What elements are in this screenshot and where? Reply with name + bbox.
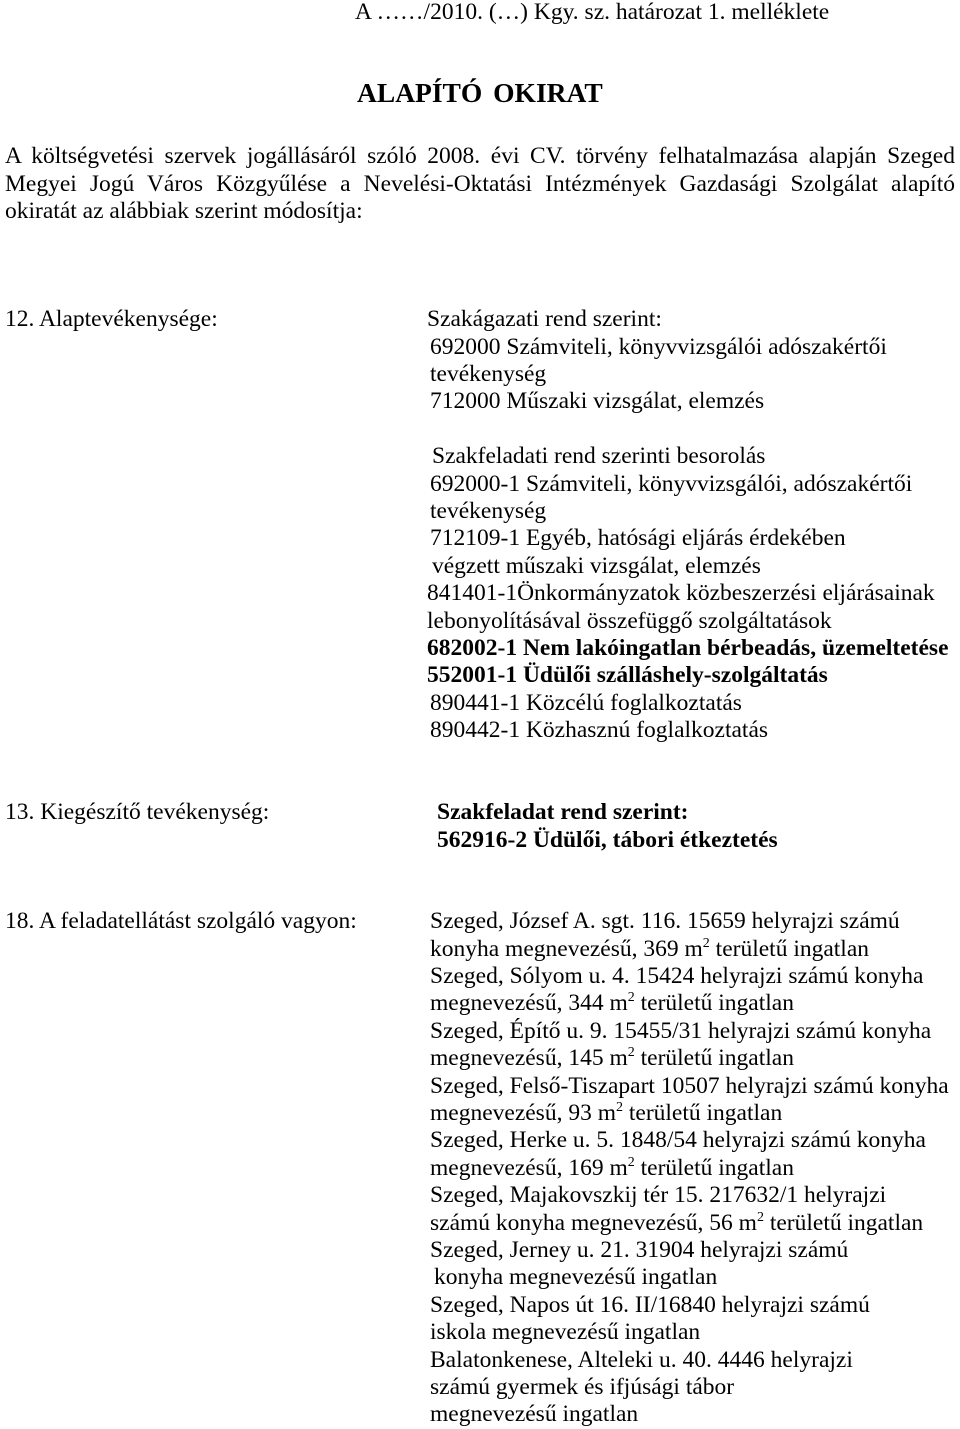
section-12-label: 12. Alaptevékenysége: [5,306,218,333]
document-title: ALAPÍTÓ OKIRAT [357,77,603,108]
property-address: Szeged, Herke u. 5. 1848/54 helyrajzi számú konyha [430,1127,926,1154]
area-unit-superscript: 2 [627,990,635,1006]
area-unit-superscript: 2 [615,1100,623,1116]
area-text: megnevezésű, 344 m [430,990,628,1017]
property-address: Szeged, Építő u. 9. 15455/31 helyrajzi számú konyha [430,1017,932,1044]
blank-line [427,416,949,443]
task-line-bold: 682002-1 Nem lakóingatlan bérbeadás, üzemeltetése [427,634,949,661]
property-area [430,1045,949,1072]
property-address: Szeged, Felső-Tiszapart 10507 helyrajzi számú konyha [430,1072,949,1099]
sector-line: 692000 Számviteli, könyvvizsgálói adószakértői [430,333,887,360]
area-text: konyha megnevezésű, 369 m [430,935,703,962]
supplementary-heading: Szakfeladat rend szerint: [437,799,689,826]
area-text: területű ingatlan [634,1045,794,1072]
task-line: 890441-1 Közcélú foglalkoztatás [430,689,742,716]
property-area [430,936,949,963]
area-text: területű ingatlan [634,1154,794,1181]
area-text: területű ingatlan [763,1209,924,1236]
task-line: 712109-1 Egyéb, hatósági eljárás érdekében [430,525,846,552]
property-address: Szeged, József A. sgt. 116. 15659 helyrajzi számú [430,908,900,935]
section-12-content [427,306,949,744]
area-text: területű ingatlan [622,1100,783,1127]
task-line: 890442-1 Közhasznú foglalkoztatás [430,717,769,744]
intro-line: Megyei Jogú Város Közgyűlése a Nevelési-Oktatási Intézmények Gazdasági Szolgálat alapító [5,170,955,197]
property-designation: konyha megnevezésű ingatlan [434,1264,718,1291]
area-text: területű ingatlan [634,990,794,1017]
resolution-reference: A ……/2010. (…) Kgy. sz. határozat 1. melléklete [355,0,830,25]
intro-paragraph [5,143,955,225]
property-address: Balatonkenese, Alteleki u. 40. 4446 helyrajzi [430,1346,853,1373]
task-line: 841401-1Önkormányzatok közbeszerzési eljárásainak [427,580,935,607]
area-unit-superscript: 2 [627,1154,635,1170]
area-text: területű ingatlan [709,935,870,962]
property-address: Szeged, Sólyom u. 4. 15424 helyrajzi számú konyha [430,963,924,990]
supplementary-line: 562916-2 Üdülői, tábori étkeztetés [437,826,778,853]
area-text: megnevezésű, 145 m [430,1045,628,1072]
section-18-label: 18. A feladatellátást szolgáló vagyon: [5,908,357,935]
area-text: megnevezésű, 169 m [430,1154,628,1181]
task-heading: Szakfeladati rend szerinti besorolás [432,443,766,470]
property-area [430,990,949,1017]
section-13-label: 13. Kiegészítő tevékenység: [5,799,270,826]
section-18-content [430,908,949,1428]
section-13-content [437,799,778,854]
task-line: tevékenység [430,498,547,525]
area-text: számú konyha megnevezésű, 56 m [430,1209,757,1236]
intro-line: A költségvetési szervek jogállásáról szóló 2008. évi CV. törvény felhatalmazása alapján Szeged [5,143,955,170]
sector-heading: Szakágazati rend szerint: [427,306,662,333]
property-area [430,1100,949,1127]
property-address: Szeged, Majakovszkij tér 15. 217632/1 helyrajzi [430,1182,887,1209]
property-designation: iskola megnevezésű ingatlan [430,1319,701,1346]
area-unit-superscript: 2 [756,1209,764,1225]
task-line: végzett műszaki vizsgálat, elemzés [432,552,761,579]
intro-line: okiratát az alábbiak szerint módosítja: [5,198,363,225]
property-area [430,1155,949,1182]
sector-line: tevékenység [430,361,547,388]
property-designation: számú gyermek és ifjúsági tábor [430,1373,735,1400]
task-line: lebonyolításával összefüggő szolgáltatások [427,607,832,634]
task-line-bold: 552001-1 Üdülői szálláshely-szolgáltatás [427,662,828,689]
property-address: Szeged, Jerney u. 21. 31904 helyrajzi számú [430,1236,849,1263]
property-area [430,1210,949,1237]
area-text: megnevezésű, 93 m [430,1100,616,1127]
area-unit-superscript: 2 [627,1045,635,1061]
property-address: Szeged, Napos út 16. II/16840 helyrajzi számú [430,1291,870,1318]
sector-line: 712000 Műszaki vizsgálat, elemzés [430,388,765,415]
property-designation: megnevezésű ingatlan [430,1401,639,1428]
area-unit-superscript: 2 [702,935,710,951]
task-line: 692000-1 Számviteli, könyvvizsgálói, adószakértői [430,470,913,497]
